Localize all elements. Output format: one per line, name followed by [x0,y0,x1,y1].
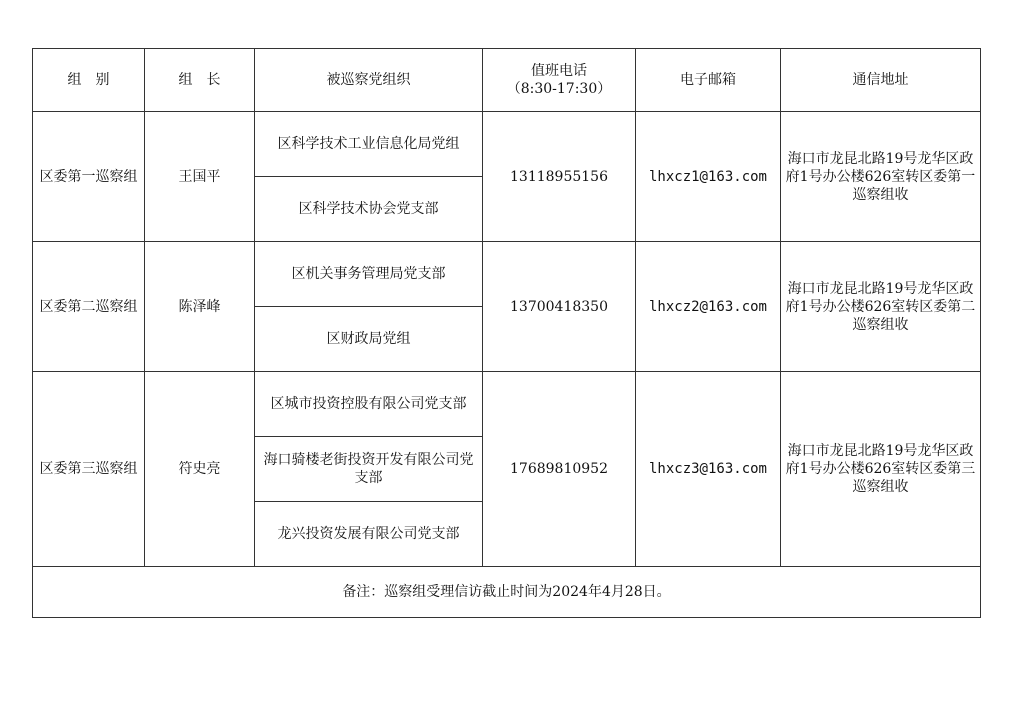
table-row [33,242,981,307]
header-row [33,49,981,112]
email-address: lhxcz3@163.com [636,372,781,567]
inspected-org: 区机关事务管理局党支部 [255,242,483,307]
header-leader: 组 长 [145,49,255,112]
header-group: 组 别 [33,49,145,112]
group-name: 区委第三巡察组 [33,372,145,567]
table-row [33,372,981,437]
group-leader: 陈泽峰 [145,242,255,372]
duty-phone: 13118955156 [483,112,636,242]
header-duty-phone [483,49,636,112]
group-leader: 符史亮 [145,372,255,567]
group-name: 区委第二巡察组 [33,242,145,372]
inspected-org: 区城市投资控股有限公司党支部 [255,372,483,437]
duty-phone: 13700418350 [483,242,636,372]
header-inspected-org: 被巡察党组织 [255,49,483,112]
inspected-org: 区科学技术工业信息化局党组 [255,112,483,177]
email-address: lhxcz2@163.com [636,242,781,372]
group-leader: 王国平 [145,112,255,242]
header-email: 电子邮箱 [636,49,781,112]
header-duty-phone-label: 值班电话 [531,63,587,79]
note-row [33,567,981,618]
duty-phone: 17689810952 [483,372,636,567]
email-address: lhxcz1@163.com [636,112,781,242]
mailing-address: 海口市龙昆北路19号龙华区政府1号办公楼626室转区委第一巡察组收 [781,112,981,242]
inspected-org: 区财政局党组 [255,307,483,372]
header-duty-hours: （8:30-17:30） [506,81,612,97]
mailing-address: 海口市龙昆北路19号龙华区政府1号办公楼626室转区委第三巡察组收 [781,372,981,567]
inspection-groups-table [32,48,981,618]
table-row [33,112,981,177]
inspected-org: 海口骑楼老街投资开发有限公司党支部 [255,437,483,502]
inspected-org: 区科学技术协会党支部 [255,177,483,242]
note-text: 备注：巡察组受理信访截止时间为2024年4月28日。 [33,567,981,618]
header-address: 通信地址 [781,49,981,112]
group-name: 区委第一巡察组 [33,112,145,242]
inspected-org: 龙兴投资发展有限公司党支部 [255,502,483,567]
mailing-address: 海口市龙昆北路19号龙华区政府1号办公楼626室转区委第二巡察组收 [781,242,981,372]
